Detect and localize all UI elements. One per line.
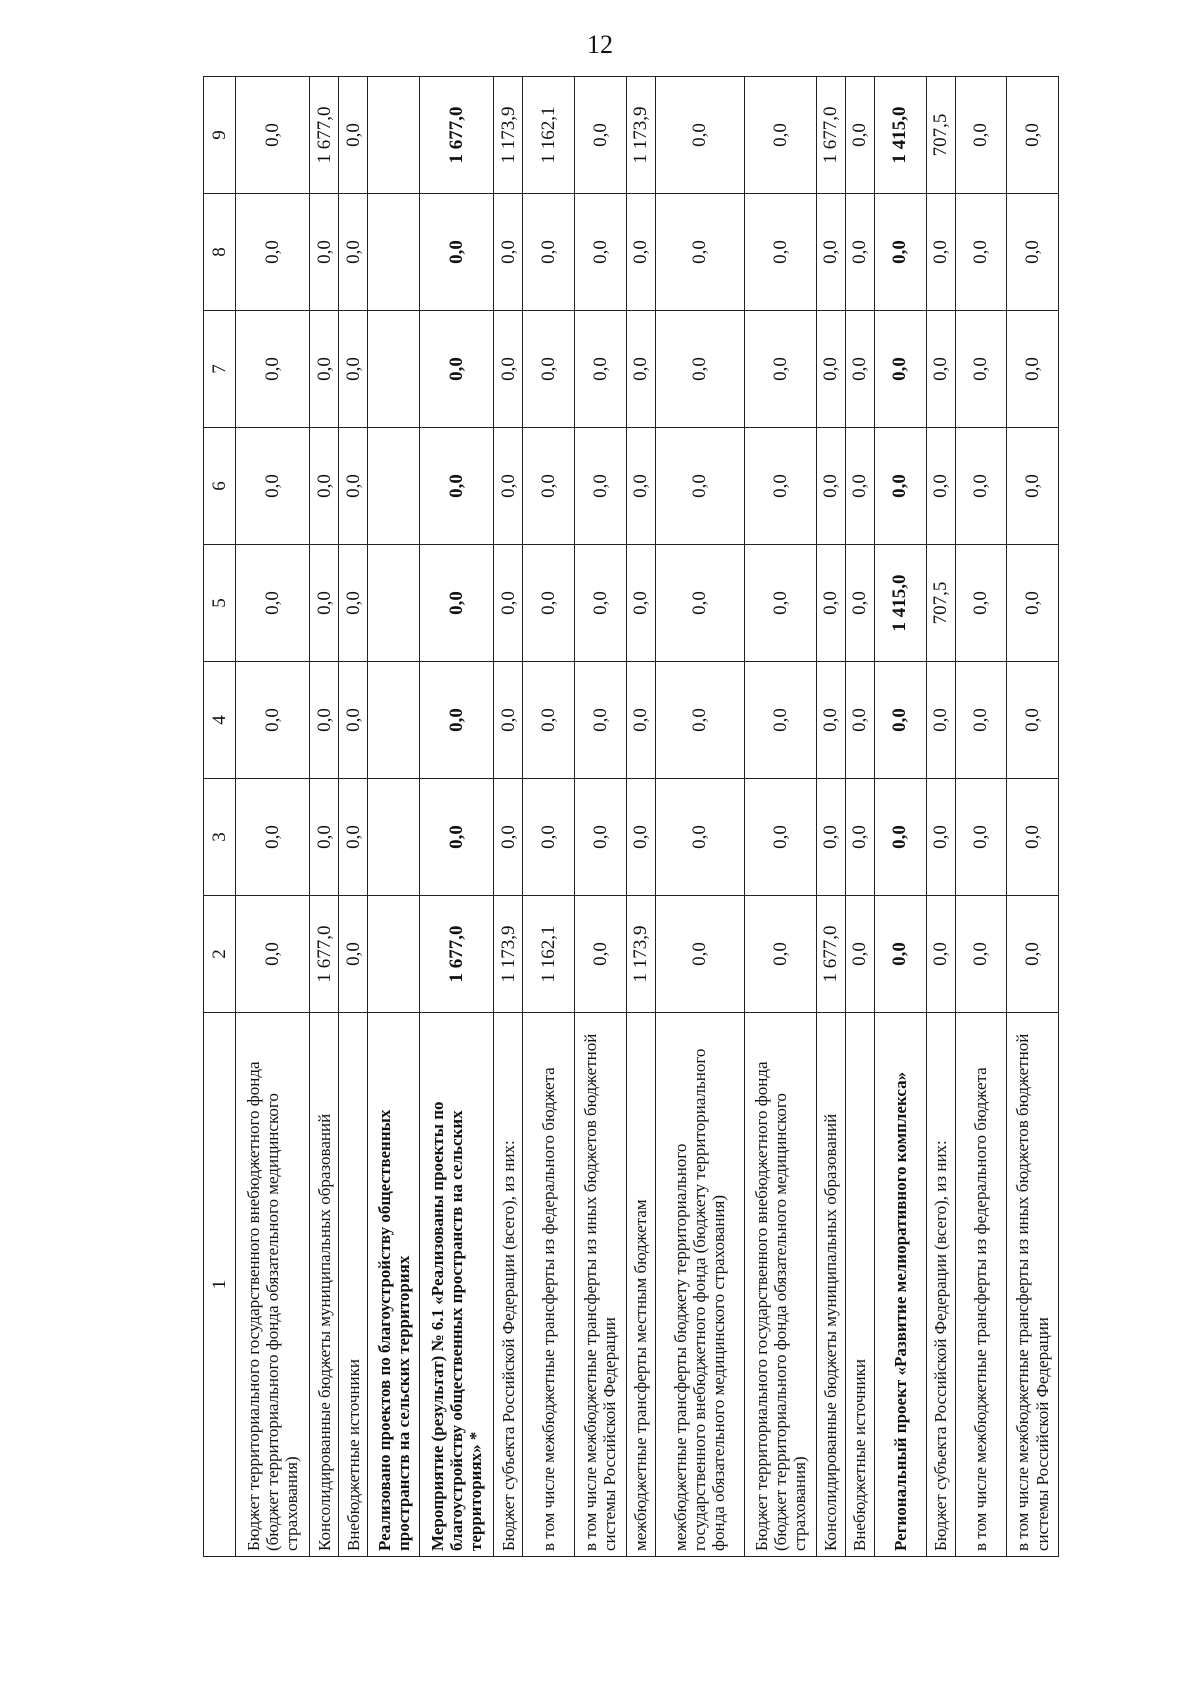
table-cell: 0,0 [955,545,1007,662]
table-cell: 0,0 [494,779,523,896]
table-cell: 0,0 [420,545,494,662]
table-cell: 0,0 [494,194,523,311]
column-header: 1 [204,1013,236,1557]
table-cell: 0,0 [744,311,816,428]
table-row [368,77,420,1557]
row-label: Бюджет субъекта Российской Федерации (всего), из них: [926,1013,955,1557]
table-cell [368,896,420,1013]
table-cell: 0,0 [575,311,627,428]
table-cell: 0,0 [310,545,339,662]
table-cell: 0,0 [575,428,627,545]
table-cell: 0,0 [845,194,874,311]
table-cell: 0,0 [955,77,1007,194]
table-cell: 0,0 [339,428,368,545]
table-row [874,77,926,1557]
table-cell [368,545,420,662]
table-cell: 0,0 [874,428,926,545]
table-row [744,77,816,1557]
column-header: 4 [204,662,236,779]
table-cell: 0,0 [926,779,955,896]
table-cell [368,194,420,311]
column-header: 6 [204,428,236,545]
table-cell: 1 415,0 [874,77,926,194]
table-body [204,77,1059,1557]
table-cell: 0,0 [955,779,1007,896]
table-cell: 0,0 [1007,896,1059,1013]
table-cell: 0,0 [817,545,846,662]
column-header: 2 [204,896,236,1013]
table-cell: 0,0 [955,311,1007,428]
table-cell: 0,0 [744,545,816,662]
table-row [494,77,523,1557]
table-cell: 0,0 [655,77,744,194]
table-cell: 0,0 [1007,311,1059,428]
table-cell: 0,0 [236,428,310,545]
table-cell: 0,0 [926,662,955,779]
table-cell [368,662,420,779]
table-cell: 0,0 [236,896,310,1013]
table-cell: 0,0 [236,779,310,896]
row-label: в том числе межбюджетные трансферты из федерального бюджета [955,1013,1007,1557]
table-cell: 0,0 [955,194,1007,311]
table-cell: 1 677,0 [310,77,339,194]
table-cell: 0,0 [655,779,744,896]
table-cell: 0,0 [420,194,494,311]
table-cell: 0,0 [744,779,816,896]
column-header: 5 [204,545,236,662]
table-cell: 0,0 [955,896,1007,1013]
table-cell: 0,0 [744,77,816,194]
table-cell: 0,0 [926,194,955,311]
table-row [310,77,339,1557]
table-cell: 0,0 [339,896,368,1013]
table-cell: 707,5 [926,77,955,194]
column-header: 7 [204,311,236,428]
table-cell: 0,0 [817,428,846,545]
table-cell: 0,0 [420,779,494,896]
table-cell: 707,5 [926,545,955,662]
table-header-row [204,77,236,1557]
row-label: Внебюджетные источники [845,1013,874,1557]
table-cell: 0,0 [523,779,575,896]
table-cell: 0,0 [1007,194,1059,311]
table-row [926,77,955,1557]
table-cell: 0,0 [236,545,310,662]
row-label: в том числе межбюджетные трансферты из федерального бюджета [523,1013,575,1557]
budget-table [203,76,1059,1557]
table-cell: 0,0 [523,311,575,428]
row-label: в том числе межбюджетные трансферты из иных бюджетов бюджетной системы Российской Федерации [1007,1013,1059,1557]
table-cell: 0,0 [817,311,846,428]
row-label: в том числе межбюджетные трансферты из иных бюджетов бюджетной системы Российской Федерации [575,1013,627,1557]
table-cell: 0,0 [310,662,339,779]
table-row [626,77,655,1557]
table-cell: 1 677,0 [817,77,846,194]
table-cell: 1 677,0 [310,896,339,1013]
column-header: 8 [204,194,236,311]
table-cell: 0,0 [310,428,339,545]
table-row [655,77,744,1557]
table-cell: 0,0 [1007,545,1059,662]
table-cell: 0,0 [339,779,368,896]
table-cell: 0,0 [817,779,846,896]
table-cell: 0,0 [523,194,575,311]
table-cell: 0,0 [339,662,368,779]
row-label: Внебюджетные источники [339,1013,368,1557]
table-cell: 0,0 [626,662,655,779]
table-cell: 0,0 [1007,428,1059,545]
table-cell: 0,0 [926,428,955,545]
row-label: Консолидированные бюджеты муниципальных образований [310,1013,339,1557]
table-cell: 0,0 [575,662,627,779]
table-cell: 0,0 [420,428,494,545]
table-row [817,77,846,1557]
table-cell: 0,0 [744,896,816,1013]
table-cell: 0,0 [874,896,926,1013]
table-row [955,77,1007,1557]
table-cell: 0,0 [926,896,955,1013]
table-cell: 1 162,1 [523,77,575,194]
table-cell [368,77,420,194]
table-cell: 0,0 [655,545,744,662]
table-cell: 0,0 [420,662,494,779]
table-cell: 0,0 [523,662,575,779]
table-cell: 0,0 [744,662,816,779]
table-cell: 0,0 [236,194,310,311]
table-cell: 0,0 [1007,77,1059,194]
column-header: 9 [204,77,236,194]
row-label: Бюджет территориального государственного внебюджетного фонда (бюджет территориального фонда обязательного медицинского страхования) [236,1013,310,1557]
row-label: Мероприятие (результат) № 6.1 «Реализованы проекты по благоустройству общественных пространств на сельских территориях» * [420,1013,494,1557]
table-cell: 0,0 [1007,779,1059,896]
table-cell: 0,0 [575,77,627,194]
table-cell: 0,0 [339,545,368,662]
table-cell: 0,0 [655,896,744,1013]
row-label: межбюджетные трансферты местным бюджетам [626,1013,655,1557]
table-cell: 0,0 [420,311,494,428]
column-header: 3 [204,779,236,896]
table-cell: 1 162,1 [523,896,575,1013]
table-cell: 1 173,9 [494,896,523,1013]
table-cell: 0,0 [845,428,874,545]
table-cell: 1 173,9 [626,77,655,194]
table-cell: 0,0 [236,662,310,779]
table-row [236,77,310,1557]
table-cell: 0,0 [955,428,1007,545]
table-cell: 0,0 [339,77,368,194]
table-cell: 0,0 [523,428,575,545]
table-cell: 0,0 [494,545,523,662]
page-number: 12 [587,30,613,59]
table-cell: 0,0 [845,779,874,896]
table-cell: 0,0 [494,311,523,428]
table-row [339,77,368,1557]
table-cell: 0,0 [744,428,816,545]
table-cell: 0,0 [494,428,523,545]
table-cell: 0,0 [845,311,874,428]
table-row [575,77,627,1557]
table-row [1007,77,1059,1557]
table-cell: 0,0 [626,779,655,896]
table-cell: 1 677,0 [420,77,494,194]
table-cell: 0,0 [236,311,310,428]
table-cell: 0,0 [655,662,744,779]
table-cell: 0,0 [575,545,627,662]
row-label: Бюджет субъекта Российской Федерации (всего), из них: [494,1013,523,1557]
table-cell: 0,0 [626,311,655,428]
table-cell: 0,0 [955,662,1007,779]
table-row [420,77,494,1557]
table-cell: 1 677,0 [420,896,494,1013]
table-cell: 0,0 [494,662,523,779]
table-cell: 0,0 [744,194,816,311]
table-cell: 0,0 [845,545,874,662]
table-cell: 0,0 [339,311,368,428]
table-cell: 0,0 [575,779,627,896]
table-cell: 1 415,0 [874,545,926,662]
table-cell: 0,0 [655,311,744,428]
table-cell: 0,0 [626,545,655,662]
table-cell: 0,0 [236,77,310,194]
row-label: межбюджетные трансферты бюджету территориального государственного внебюджетного фонда (бюджету территориального фонда обязательного медицинского страхования) [655,1013,744,1557]
table-cell: 0,0 [626,194,655,311]
table-cell: 0,0 [874,311,926,428]
table-cell: 0,0 [575,896,627,1013]
rotated-table-container [203,77,1059,1557]
table-cell: 0,0 [845,77,874,194]
table-cell: 0,0 [874,194,926,311]
table-cell [368,311,420,428]
table-row [523,77,575,1557]
table-cell: 0,0 [310,779,339,896]
table-cell: 0,0 [845,896,874,1013]
table-cell: 0,0 [874,662,926,779]
table-cell: 0,0 [874,779,926,896]
table-cell: 0,0 [817,662,846,779]
table-cell: 0,0 [926,311,955,428]
row-label: Бюджет территориального государственного внебюджетного фонда (бюджет территориального фонда обязательного медицинского страхования) [744,1013,816,1557]
table-cell: 0,0 [655,194,744,311]
table-cell: 0,0 [845,662,874,779]
table-cell: 0,0 [310,194,339,311]
table-cell: 1 677,0 [817,896,846,1013]
table-cell: 0,0 [339,194,368,311]
table-cell: 0,0 [817,194,846,311]
table-row [845,77,874,1557]
table-cell: 0,0 [1007,662,1059,779]
table-cell [368,428,420,545]
row-label: Консолидированные бюджеты муниципальных образований [817,1013,846,1557]
table-cell: 1 173,9 [494,77,523,194]
row-label: Реализовано проектов по благоустройству общественных пространств на сельских территориях [368,1013,420,1557]
table-cell: 0,0 [655,428,744,545]
table-cell [368,779,420,896]
row-label: Региональный проект «Развитие мелиоративного комплекса» [874,1013,926,1557]
table-cell: 0,0 [626,428,655,545]
table-cell: 1 173,9 [626,896,655,1013]
table-cell: 0,0 [310,311,339,428]
table-cell: 0,0 [523,545,575,662]
table-cell: 0,0 [575,194,627,311]
